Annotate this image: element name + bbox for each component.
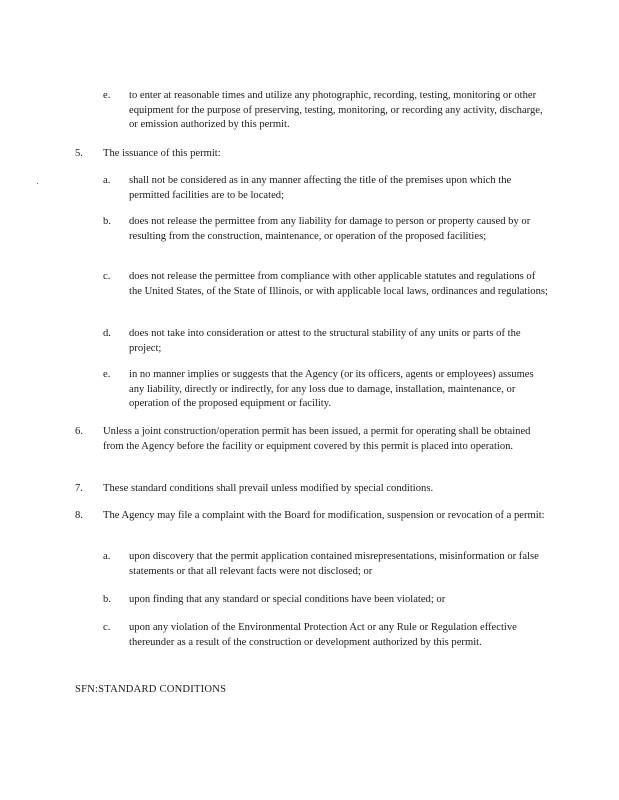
item-text: upon discovery that the permit application contained misrepresentations, misinformation or false statements or that all relevant facts were not disclosed; or: [129, 551, 539, 577]
item-marker: c.: [103, 271, 111, 282]
item-text: shall not be considered as in any manner affecting the title of the premises upon which the permitted facilities are to be located;: [129, 175, 512, 201]
item-marker: b.: [103, 594, 111, 605]
item-marker: 6.: [75, 426, 83, 437]
item-marker: c.: [103, 622, 111, 633]
document-footer: SFN:STANDARD CONDITIONS: [75, 684, 227, 695]
item-text: does not take into consideration or attest to the structural stability of any units or parts of the project;: [129, 328, 521, 354]
item-marker: b.: [103, 216, 111, 227]
item-text: These standard conditions shall prevail unless modified by special conditions.: [103, 483, 434, 494]
item-text: upon any violation of the Environmental Protection Act or any Rule or Regulation effective thereunder as a result of the construction or development authorized by this permit.: [129, 622, 517, 648]
item-marker: d.: [103, 328, 111, 339]
item-text: does not release the permittee from any liability for damage to person or property caused by or resulting from the construction, maintenance, or operation of the proposed facilities;: [129, 216, 531, 242]
scan-speck: [37, 183, 38, 184]
item-marker: 5.: [75, 148, 83, 159]
item-text: The issuance of this permit:: [103, 148, 221, 159]
item-marker: 8.: [75, 510, 83, 521]
item-text: Unless a joint construction/operation permit has been issued, a permit for operating shall be obtained from the Agency before the facility or equipment covered by this permit is placed into operation.: [103, 426, 531, 452]
item-marker: e.: [103, 369, 111, 380]
item-marker: 7.: [75, 483, 83, 494]
item-marker: e.: [103, 90, 111, 101]
item-text: upon finding that any standard or special conditions have been violated; or: [129, 594, 446, 605]
item-marker: a.: [103, 551, 111, 562]
item-marker: a.: [103, 175, 111, 186]
item-text: does not release the permittee from compliance with other applicable statutes and regulations of the United States, of the State of Illinois, or with applicable local laws, ordinances and regulations;: [129, 271, 548, 297]
item-text: to enter at reasonable times and utilize any photographic, recording, testing, monitoring or other equipment for the purpose of preserving, testing, monitoring, or recording any activity, discharge, or emission authorized by this permit.: [129, 90, 543, 130]
item-text: The Agency may file a complaint with the Board for modification, suspension or revocation of a permit:: [103, 510, 545, 521]
item-text: in no manner implies or suggests that the Agency (or its officers, agents or employees) assumes any liability, directly or indirectly, for any loss due to damage, installation, maintenance, or operation of the proposed equipment or facility.: [129, 369, 534, 409]
